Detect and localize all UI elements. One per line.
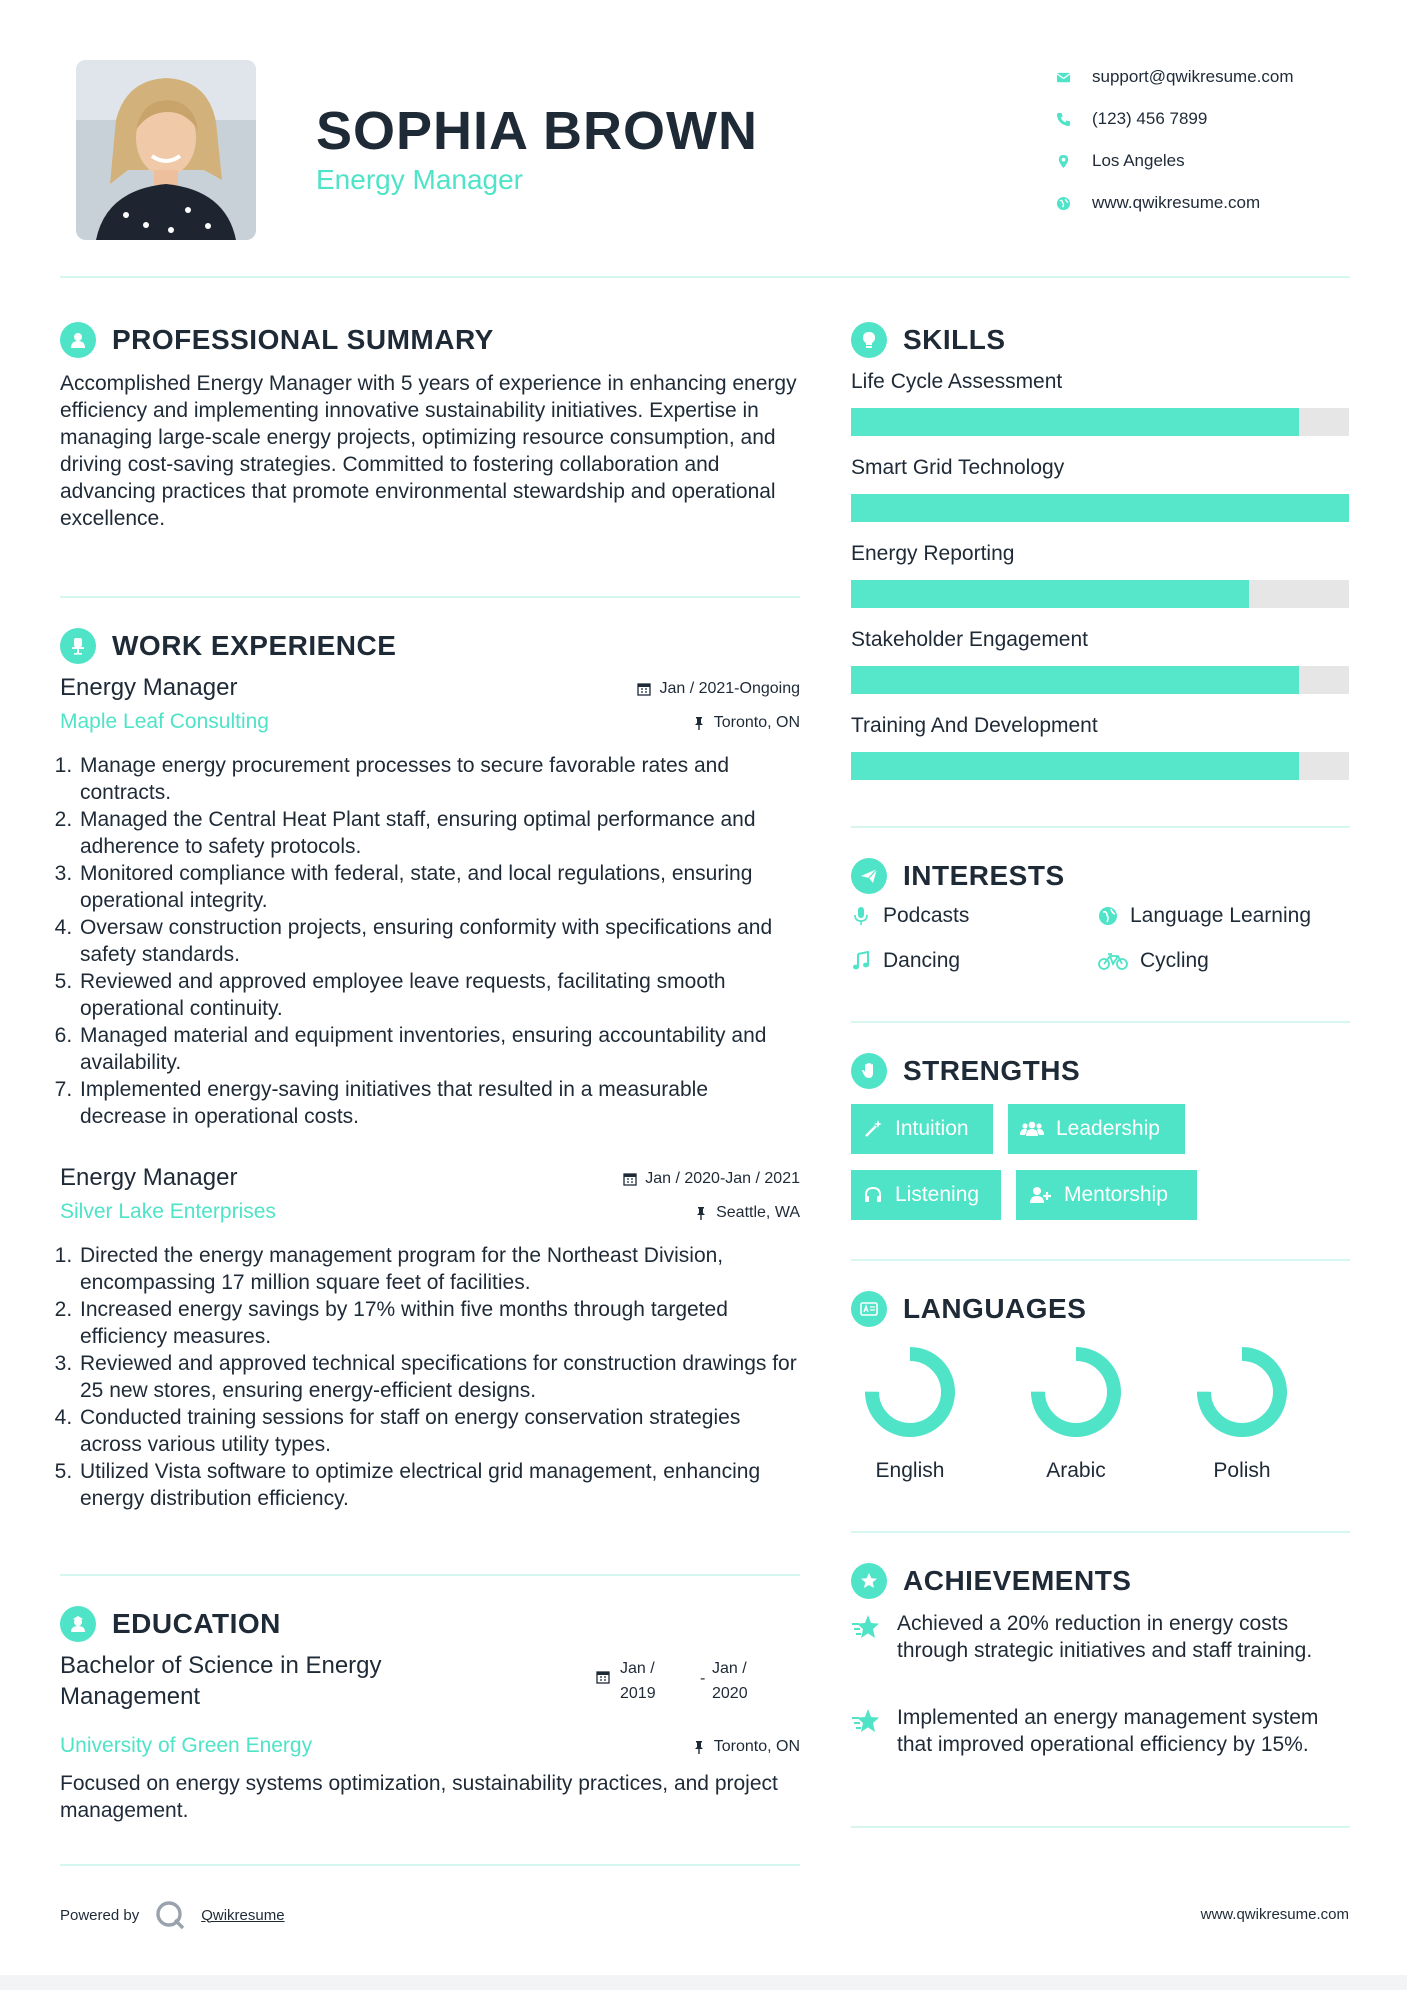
list-item: 5. Reviewed and approved employee leave requests, facilitating smooth operational continuity. — [78, 968, 800, 1022]
chair-icon — [60, 628, 96, 664]
education-location-text: Toronto, ON — [713, 1738, 800, 1755]
education-date-dash: - — [700, 1670, 706, 1687]
lightbulb-icon — [851, 322, 887, 358]
experience-divider — [60, 1574, 800, 1576]
language-ring-arc — [1038, 1354, 1114, 1430]
education-dates — [596, 1656, 748, 1706]
job-dates — [623, 1170, 800, 1188]
interests-heading — [851, 858, 1065, 894]
skill-name: Energy Reporting — [851, 542, 1015, 565]
job-entry — [60, 674, 800, 1130]
strength-label: Leadership — [1056, 1117, 1160, 1140]
language-ring-arc — [1204, 1354, 1280, 1430]
summary-title: PROFESSIONAL SUMMARY — [112, 324, 494, 355]
pushpin-icon — [692, 1740, 706, 1754]
contact-phone[interactable] — [1056, 98, 1376, 140]
headphones-icon — [863, 1185, 883, 1205]
pushpin-icon — [692, 716, 706, 730]
skill-level-fill — [851, 494, 1349, 522]
skill-name: Smart Grid Technology — [851, 456, 1065, 479]
interest-item — [851, 904, 969, 928]
skills-list — [851, 370, 1349, 800]
calendar-icon — [596, 1670, 610, 1684]
education-description: Focused on energy systems optimization, sustainability practices, and project management. — [60, 1772, 778, 1822]
education-start-year: 2019 — [620, 1685, 656, 1702]
list-item: 2. Managed the Central Heat Plant staff, ensuring optimal performance and adherence to safety protocols. — [78, 806, 800, 860]
list-item: 3. Monitored compliance with federal, state, and local regulations, ensuring operational integrity. — [78, 860, 800, 914]
list-item: 7. Implemented energy-saving initiatives that resulted in a measurable decrease in operational costs. — [78, 1076, 800, 1130]
qwikresume-logo-icon — [153, 1898, 187, 1932]
education-end-year: 2020 — [712, 1685, 748, 1702]
contact-list — [1056, 56, 1376, 224]
job-location — [694, 1204, 800, 1222]
paper-plane-icon — [851, 858, 887, 894]
languages-divider — [851, 1531, 1350, 1533]
strength-tag — [1008, 1104, 1185, 1154]
summary-divider — [60, 596, 800, 598]
strength-label: Listening — [895, 1183, 980, 1206]
contact-phone-text: (123) 456 7899 — [1092, 109, 1208, 128]
strength-label: Mentorship — [1064, 1183, 1168, 1206]
experience-heading — [60, 628, 396, 664]
strengths-divider — [851, 1259, 1350, 1261]
summary-heading — [60, 322, 494, 358]
job-role: Energy Manager — [60, 1164, 238, 1191]
brand-link[interactable]: Qwikresume — [201, 1906, 285, 1924]
candidate-title: Energy Manager — [316, 164, 524, 195]
skill-name: Stakeholder Engagement — [851, 628, 1088, 651]
strengths-title: STRENGTHS — [903, 1055, 1081, 1086]
education-title: EDUCATION — [112, 1608, 281, 1639]
user-icon — [60, 322, 96, 358]
profile-photo — [76, 60, 256, 240]
skill-bar — [851, 494, 1349, 522]
language-item — [1182, 1344, 1302, 1483]
language-ring — [1028, 1344, 1124, 1440]
calendar-icon — [623, 1172, 637, 1186]
achievement-text: Implemented an energy management system that improved operational efficiency by 15%. — [897, 1706, 1319, 1756]
education-heading — [60, 1606, 281, 1642]
education-end-month: Jan / — [712, 1660, 747, 1677]
strength-tag — [851, 1104, 993, 1154]
list-item: 4. Conducted training sessions for staff on energy conservation strategies across various utility types. — [78, 1404, 800, 1458]
skill-item — [851, 628, 1349, 714]
interest-item — [851, 949, 960, 973]
magic-wand-icon — [863, 1119, 883, 1139]
skill-level-fill — [851, 752, 1299, 780]
skills-divider — [851, 826, 1350, 828]
skill-bar — [851, 752, 1349, 780]
list-item: 3. Reviewed and approved technical specifications for construction drawings for 25 new stores, ensuring energy-efficient designs. — [78, 1350, 800, 1404]
interests-divider — [851, 1021, 1350, 1023]
list-item: 1. Directed the energy management program for the Northeast Division, encompassing 17 million square feet of facilities. — [78, 1242, 800, 1296]
languages-heading — [851, 1291, 1086, 1327]
bicycle-icon — [1098, 951, 1128, 971]
job-dates-text: Jan / 2021-Ongoing — [659, 680, 800, 697]
achievements-heading — [851, 1563, 1131, 1599]
language-name: English — [875, 1459, 945, 1482]
list-item: 4. Oversaw construction projects, ensuring conformity with specifications and safety standards. — [78, 914, 800, 968]
microphone-icon — [851, 906, 871, 926]
star-icon — [851, 1706, 881, 1736]
job-bullets — [60, 752, 800, 1130]
strengths-heading — [851, 1053, 1080, 1089]
strength-tag — [1016, 1170, 1197, 1220]
users-icon — [1020, 1119, 1044, 1139]
job-entry — [60, 1164, 800, 1512]
achievements-title: ACHIEVEMENTS — [903, 1565, 1132, 1596]
map-marker-icon — [1056, 154, 1092, 169]
contact-email[interactable] — [1056, 56, 1376, 98]
skill-bar — [851, 408, 1349, 436]
language-name: Polish — [1213, 1459, 1271, 1482]
job-location — [692, 714, 800, 732]
language-ring — [1194, 1344, 1290, 1440]
interest-label: Cycling — [1140, 949, 1209, 972]
hand-icon — [851, 1053, 887, 1089]
music-note-icon — [851, 951, 871, 971]
language-ring — [862, 1344, 958, 1440]
skill-item — [851, 714, 1349, 800]
interest-item — [1098, 949, 1209, 973]
skills-title: SKILLS — [903, 324, 1006, 355]
phone-icon — [1056, 112, 1092, 127]
contact-location-text: Los Angeles — [1092, 151, 1185, 170]
skill-name: Training And Development — [851, 714, 1098, 737]
skill-item — [851, 456, 1349, 542]
language-item — [1016, 1344, 1136, 1483]
job-location-text: Seattle, WA — [716, 1204, 800, 1221]
skill-item — [851, 542, 1349, 628]
contact-location — [1056, 140, 1376, 182]
graduate-icon — [60, 1606, 96, 1642]
job-company: Silver Lake Enterprises — [60, 1200, 276, 1223]
education-start-month: Jan / — [620, 1660, 655, 1677]
interest-item — [1098, 904, 1311, 928]
powered-by-label: Powered by — [60, 1906, 140, 1924]
user-plus-icon — [1028, 1185, 1052, 1205]
list-item: 6. Managed material and equipment inventories, ensuring accountability and availability. — [78, 1022, 800, 1076]
education-degree: Bachelor of Science in Energy Management — [60, 1652, 382, 1710]
skill-bar — [851, 580, 1349, 608]
skill-level-fill — [851, 666, 1299, 694]
language-card-icon — [851, 1291, 887, 1327]
summary-text: Accomplished Energy Manager with 5 years of experience in enhancing energy efficiency and implementing innovative sustainability initiatives. Expertise in managing large-scale energy projects, optimizing resource consumption, and driving cost-saving strategies. Committed to fostering collaboration and advancing practices that promote environmental stewardship and operational excellence. — [60, 372, 797, 530]
skill-level-fill — [851, 580, 1249, 608]
interest-label: Language Learning — [1130, 904, 1312, 927]
footer-url[interactable]: www.qwikresume.com — [1200, 1906, 1349, 1923]
interest-label: Podcasts — [883, 904, 970, 927]
achievement-text: Achieved a 20% reduction in energy costs through strategic initiatives and staff training. — [897, 1612, 1313, 1662]
list-item: 1. Manage energy procurement processes to secure favorable rates and contracts. — [78, 752, 800, 806]
skill-item — [851, 370, 1349, 456]
education-divider — [60, 1864, 800, 1866]
strength-label: Intuition — [895, 1117, 969, 1140]
languages-title: LANGUAGES — [903, 1293, 1087, 1324]
language-item — [850, 1344, 970, 1483]
globe-icon — [1056, 196, 1092, 211]
experience-title: WORK EXPERIENCE — [112, 630, 397, 661]
achievements-divider — [851, 1826, 1350, 1828]
job-dates — [637, 680, 800, 698]
achievement-item — [851, 1610, 1351, 1664]
achievement-item — [851, 1704, 1351, 1758]
skill-bar — [851, 666, 1349, 694]
education-school: University of Green Energy — [60, 1734, 313, 1757]
job-location-text: Toronto, ON — [713, 714, 800, 731]
skills-heading — [851, 322, 1006, 358]
interests-title: INTERESTS — [903, 860, 1065, 891]
candidate-name: SOPHIA BROWN — [316, 101, 758, 161]
education-entry — [60, 1650, 800, 1822]
contact-website-text: www.qwikresume.com — [1092, 193, 1261, 212]
list-item: 5. Utilized Vista software to optimize electrical grid management, enhancing energy distribution efficiency. — [78, 1458, 800, 1512]
footer-powered-by — [60, 1898, 285, 1932]
envelope-icon — [1056, 70, 1092, 85]
strength-tag — [851, 1170, 1001, 1220]
contact-email-text: support@qwikresume.com — [1092, 67, 1294, 86]
pushpin-icon — [694, 1206, 708, 1220]
list-item: 2. Increased energy savings by 17% within five months through targeted efficiency measures. — [78, 1296, 800, 1350]
bottom-band — [0, 1975, 1407, 1990]
language-ring-arc — [872, 1354, 948, 1430]
job-company: Maple Leaf Consulting — [60, 710, 269, 733]
star-badge-icon — [851, 1563, 887, 1599]
globe-icon — [1098, 906, 1118, 926]
star-icon — [851, 1612, 881, 1642]
header-divider — [60, 276, 1350, 278]
skill-name: Life Cycle Assessment — [851, 370, 1063, 393]
job-dates-text: Jan / 2020-Jan / 2021 — [645, 1170, 800, 1187]
language-name: Arabic — [1046, 1459, 1106, 1482]
skill-level-fill — [851, 408, 1299, 436]
job-role: Energy Manager — [60, 674, 238, 701]
job-bullets — [60, 1242, 800, 1512]
calendar-icon — [637, 682, 651, 696]
education-location — [692, 1738, 800, 1756]
interest-label: Dancing — [883, 949, 961, 972]
contact-website[interactable] — [1056, 182, 1376, 224]
